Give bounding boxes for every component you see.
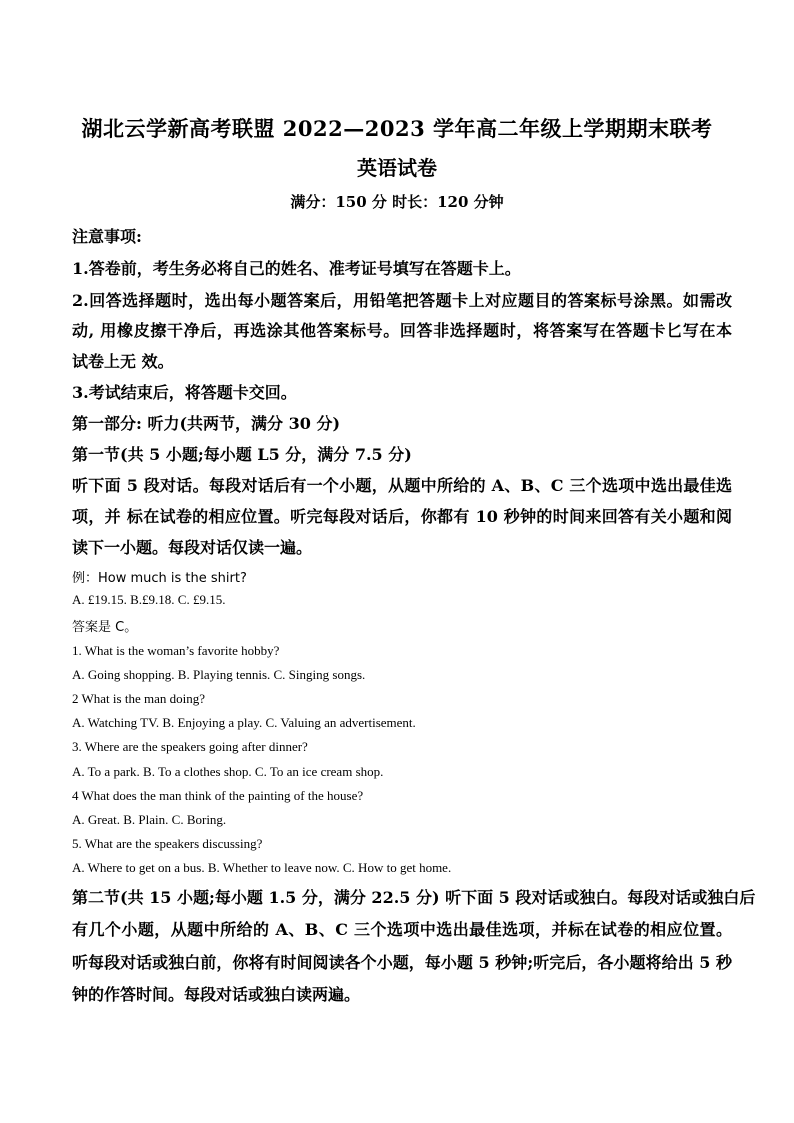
question-2: 2 What is the man doing? (72, 691, 205, 706)
exam-title: 湖北云学新高考联盟 2022—2023 学年高二年级上学期期末联考 (81, 116, 713, 141)
example-options: A. £19.15. B.£9.18. C. £9.15. (72, 592, 226, 607)
question-5-options: A. Where to get on a bus. B. Whether to leave now. C. How to get home. (72, 860, 452, 875)
section2-intro-1: 第二节(共 15 小题;每小题 1.5 分，满分 22.5 分) 听下面 5 段对话或独白。每段对话或独白后 (72, 888, 756, 907)
question-1: 1. What is the woman’s favorite hobby? (72, 643, 280, 658)
question-1-options: A. Going shopping. B. Playing tennis. C. Singing songs. (72, 667, 366, 682)
question-2-options: A. Watching TV. B. Enjoying a play. C. Valuing an advertisement. (72, 715, 416, 730)
section1-instructions-1: 听下面 5 段对话。每段对话后有一个小题，从题中所给的 A、B、C 三个选项中选出最佳选 (72, 476, 732, 495)
notice-item-3: 3.考试结束后，将答题卡交回。 (72, 383, 297, 402)
notice-item-2: 2.回答选择题时，选出每小题答案后，用铅笔把答题卡上对应题目的答案标号涂黑。如需改 (72, 291, 732, 310)
exam-subject: 英语试卷 (357, 156, 437, 180)
notice-item-1: 1.答卷前，考生务必将自己的姓名、准考证号填写在答题卡上。 (72, 259, 521, 278)
question-4-options: A. Great. B. Plain. C. Boring. (72, 812, 227, 827)
notice-item-2-cont: 动, 用橡皮擦干净后，再选涂其他答案标号。回答非选择题时，将答案写在答题卡匕写在本 (72, 321, 732, 340)
question-5: 5. What are the speakers discussing? (72, 836, 263, 851)
section1-instructions-3: 读下一小题。每段对话仅读一遍。 (72, 538, 313, 557)
example-question: 例：How much is the shirt? (72, 571, 247, 586)
example-answer: 答案是 C。 (72, 620, 138, 635)
part1-title: 第一部分: 听力(共两节，满分 30 分) (72, 414, 341, 433)
notice-item-2-end: 试卷上无 效。 (72, 352, 174, 371)
question-4: 4 What does the man think of the painting of the house? (72, 788, 364, 803)
exam-meta: 满分：150 分 时长：120 分钟 (290, 193, 504, 211)
section2-intro-4: 钟的作答时间。每段对话或独白读两遍。 (72, 985, 361, 1004)
section2-intro-3: 听每段对话或独白前，你将有时间阅读各个小题，每小题 5 秒钟;听完后，各小题将给出 5 秒 (72, 953, 732, 972)
notice-heading: 注意事项: (72, 227, 142, 246)
question-3-options: A. To a park. B. To a clothes shop. C. To an ice cream shop. (72, 764, 384, 779)
question-3: 3. Where are the speakers going after dinner? (72, 739, 308, 754)
section1-title: 第一节(共 5 小题;每小题 L5 分，满分 7.5 分) (72, 445, 412, 464)
section2-intro-2: 有几个小题，从题中所给的 A、B、C 三个选项中选出最佳选项，并标在试卷的相应位置。 (72, 920, 732, 939)
section1-instructions-2: 项，并 标在试卷的相应位置。听完每段对话后，你都有 10 秒钟的时间来回答有关小题和阅 (72, 507, 732, 526)
